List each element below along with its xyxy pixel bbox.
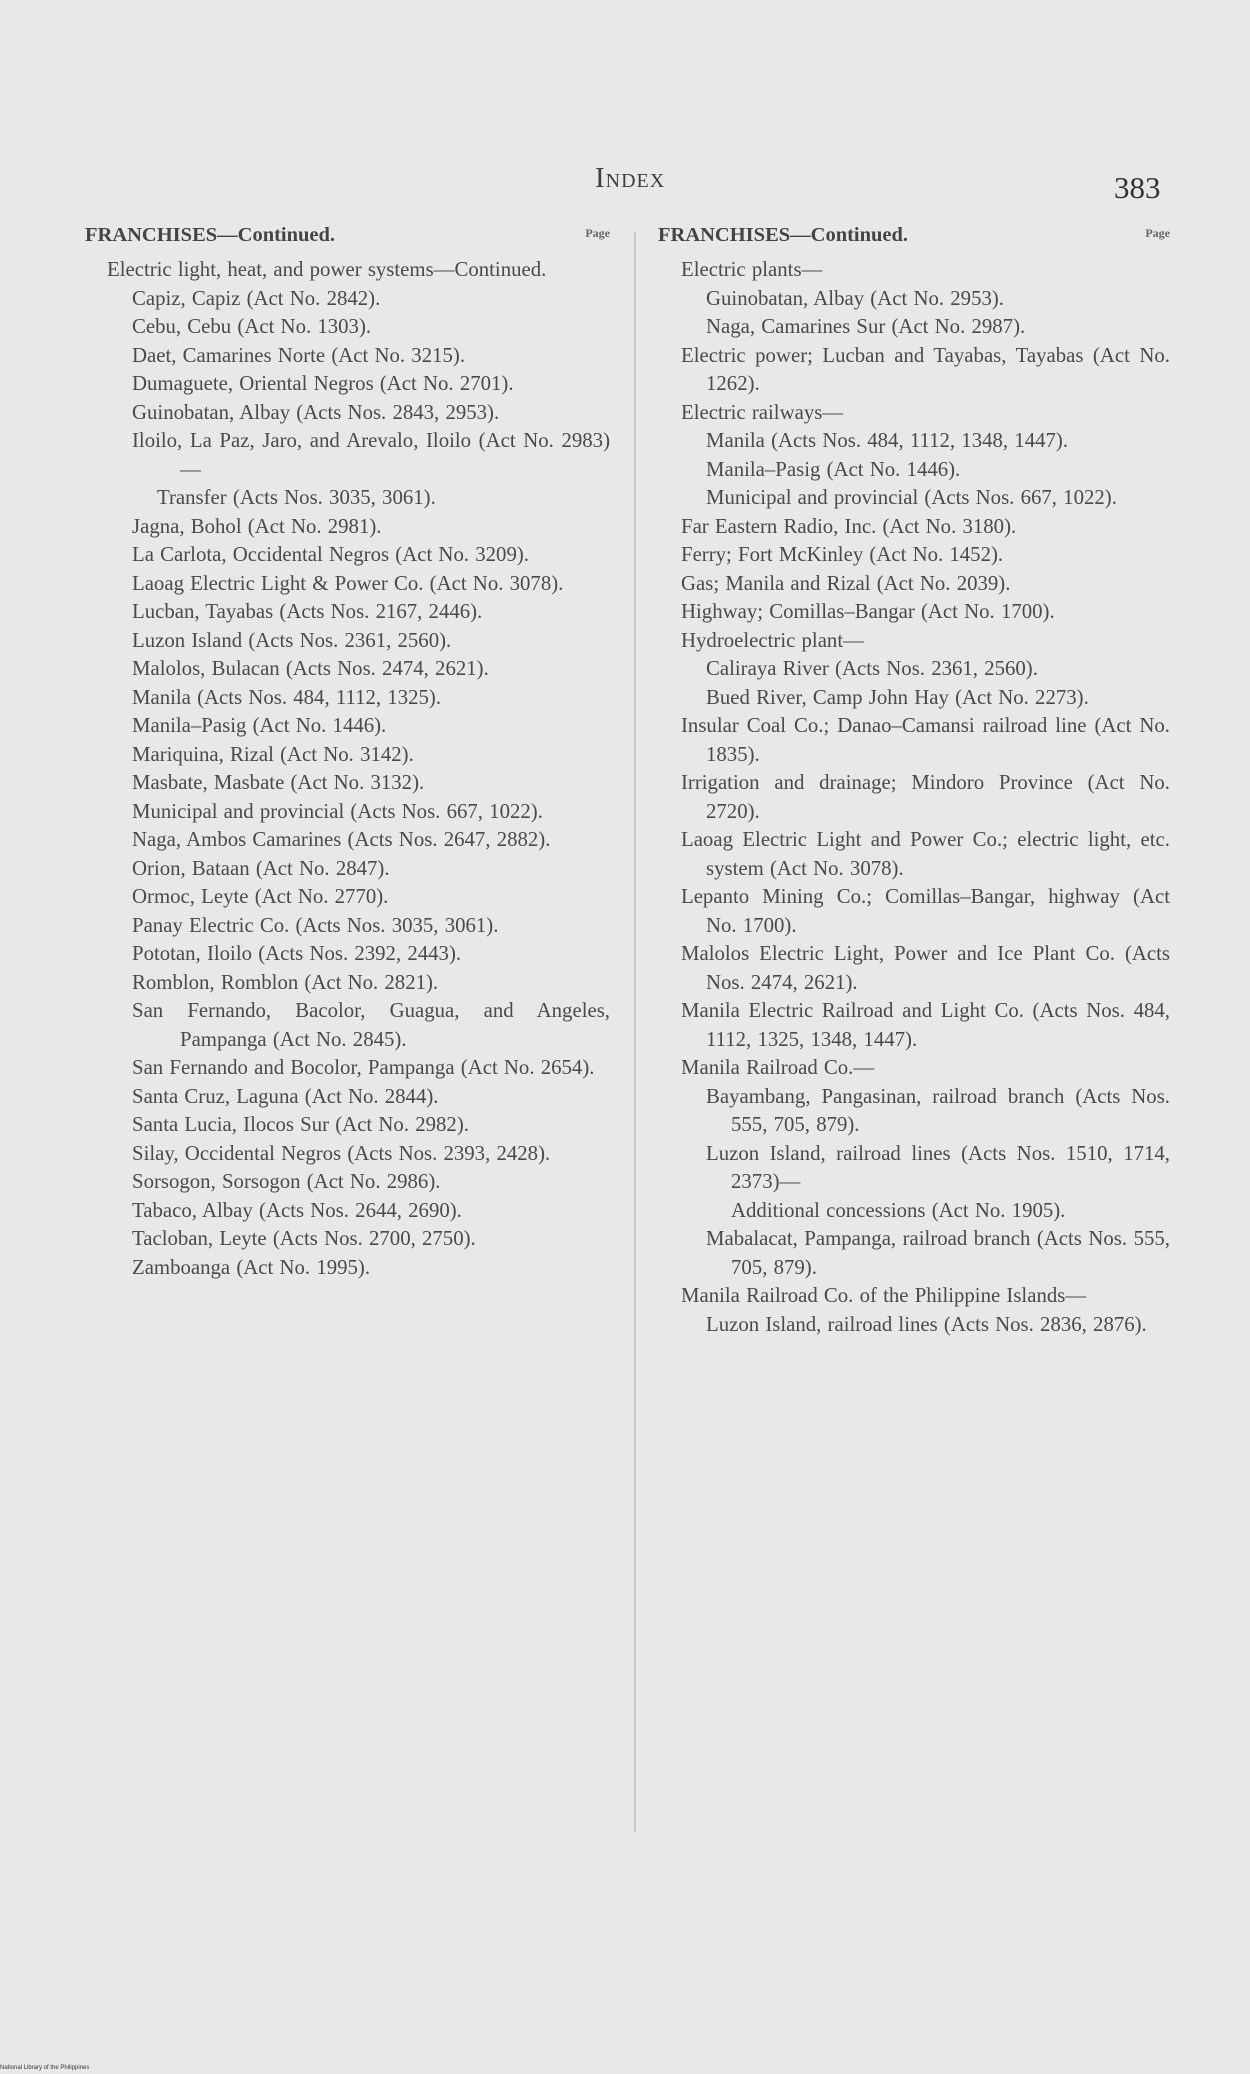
index-entry: Daet, Camarines Norte (Act No. 3215). (132, 343, 466, 367)
index-entry: Highway; Comillas–Bangar (Act No. 1700). (681, 600, 1055, 623)
index-entry: Luzon Island, railroad lines (Acts Nos. 2836, 2876). (706, 1312, 1147, 1336)
index-entry: Manila–Pasig (Act No. 1446). (132, 714, 387, 737)
index-entry: Luzon Island, railroad lines (Acts Nos. 1510, 1714, 2373)— (706, 1141, 1170, 1193)
index-entry: Guinobatan, Albay (Act No. 2953). (706, 286, 1004, 310)
index-entry: Bued River, Camp John Hay (Act No. 2273). (706, 685, 1089, 709)
index-entry: Santa Cruz, Laguna (Act No. 2844). (132, 1084, 439, 1108)
index-entry: La Carlota, Occidental Negros (Act No. 3209). (132, 543, 529, 566)
index-entry: Iloilo, La Paz, Jaro, and Arevalo, Iloilo (Act No. 2983)— (132, 429, 610, 481)
index-entry: Manila (Acts Nos. 484, 1112, 1325). (132, 685, 442, 709)
left-column (85, 222, 610, 1282)
index-entry: San Fernando and Bocolor, Pampanga (Act No. 2654). (132, 1056, 595, 1079)
index-entry: Electric railways— (681, 400, 844, 424)
index-entry: San Fernando, Bacolor, Guagua, and Angeles, Pampanga (Act No. 2845). (132, 999, 610, 1051)
index-entry: Santa Lucia, Ilocos Sur (Act No. 2982). (132, 1113, 469, 1136)
index-entry: Electric plants— (681, 258, 823, 281)
index-entry: Caliraya River (Acts Nos. 2361, 2560). (706, 657, 1038, 680)
index-entry: Manila (Acts Nos. 484, 1112, 1348, 1447). (706, 429, 1069, 452)
index-entry: Silay, Occidental Negros (Acts Nos. 2393, 2428). (132, 1141, 551, 1165)
index-entry: Mariquina, Rizal (Act No. 3142). (132, 742, 414, 766)
index-entry: Manila Railroad Co. of the Philippine Islands— (681, 1284, 1087, 1307)
index-entry: Orion, Bataan (Act No. 2847). (132, 856, 390, 880)
index-entry: Naga, Ambos Camarines (Acts Nos. 2647, 2882). (132, 828, 551, 851)
right-column (658, 222, 1170, 1339)
page-number: 383 (1114, 170, 1161, 205)
page-header (0, 158, 1250, 208)
index-entry: Tabaco, Albay (Acts Nos. 2644, 2690). (132, 1198, 462, 1222)
footer-credit: National Library of the Philippines (0, 2065, 90, 2071)
index-entry: Lepanto Mining Co.; Comillas–Bangar, highway (Act No. 1700). (681, 885, 1170, 937)
left-column-header (85, 222, 610, 256)
index-entry: Additional concessions (Act No. 1905). (731, 1198, 1066, 1222)
index-entry: Irrigation and drainage; Mindoro Province (Act No. 2720). (681, 771, 1170, 823)
left-page-label: Page (585, 226, 610, 240)
index-entry: Laoag Electric Light & Power Co. (Act No. 3078). (132, 571, 564, 595)
right-column-heading: FRANCHISES—Continued. (658, 224, 909, 246)
index-entry: Transfer (Acts Nos. 3035, 3061). (157, 486, 436, 509)
index-entry: Naga, Camarines Sur (Act No. 2987). (706, 315, 1026, 338)
index-entry: Jagna, Bohol (Act No. 2981). (132, 514, 382, 538)
index-entry: Municipal and provincial (Acts Nos. 667, 1022). (132, 799, 543, 823)
index-entry: Gas; Manila and Rizal (Act No. 2039). (681, 571, 1011, 595)
index-entry: Panay Electric Co. (Acts Nos. 3035, 3061). (132, 913, 499, 937)
index-entry: Pototan, Iloilo (Acts Nos. 2392, 2443). (132, 942, 462, 965)
index-entry: Insular Coal Co.; Danao–Camansi railroad line (Act No. 1835). (681, 714, 1170, 766)
index-entry: Far Eastern Radio, Inc. (Act No. 3180). (681, 514, 1017, 538)
index-entry: Tacloban, Leyte (Acts Nos. 2700, 2750). (132, 1227, 476, 1250)
index-entry: Manila Electric Railroad and Light Co. (Acts Nos. 484, 1112, 1325, 1348, 1447). (681, 999, 1170, 1051)
column-divider (634, 232, 636, 1832)
index-entry: Manila–Pasig (Act No. 1446). (706, 457, 961, 481)
index-entry: Hydroelectric plant— (681, 628, 864, 652)
index-entry: Municipal and provincial (Acts Nos. 667, 1022). (706, 486, 1117, 509)
index-entry: Bayambang, Pangasinan, railroad branch (Acts Nos. 555, 705, 879). (706, 1084, 1170, 1136)
index-entry: Luzon Island (Acts Nos. 2361, 2560). (132, 628, 452, 652)
left-column-heading: FRANCHISES—Continued. (85, 224, 336, 246)
right-entry-list (658, 256, 1170, 1339)
index-entry: Guinobatan, Albay (Acts Nos. 2843, 2953). (132, 400, 500, 424)
running-title: Index (595, 162, 666, 194)
left-entry-list (85, 256, 610, 1282)
index-entry: Manila Railroad Co.— (681, 1056, 875, 1079)
index-entry: Lucban, Tayabas (Acts Nos. 2167, 2446). (132, 600, 483, 623)
index-entry: Cebu, Cebu (Act No. 1303). (132, 315, 372, 338)
index-entry: Malolos, Bulacan (Acts Nos. 2474, 2621). (132, 657, 489, 680)
index-entry: Electric light, heat, and power systems—Continued. (107, 258, 547, 281)
index-entry: Capiz, Capiz (Act No. 2842). (132, 286, 381, 310)
index-entry: Laoag Electric Light and Power Co.; electric light, etc. system (Act No. 3078). (681, 828, 1170, 880)
right-page-label: Page (1145, 226, 1170, 240)
index-entry: Dumaguete, Oriental Negros (Act No. 2701). (132, 372, 514, 395)
right-column-header (658, 222, 1170, 256)
index-entry: Malolos Electric Light, Power and Ice Plant Co. (Acts Nos. 2474, 2621). (681, 942, 1170, 994)
index-entry: Ormoc, Leyte (Act No. 2770). (132, 885, 389, 908)
index-entry: Zamboanga (Act No. 1995). (132, 1255, 371, 1279)
index-entry: Mabalacat, Pampanga, railroad branch (Acts Nos. 555, 705, 879). (706, 1227, 1170, 1279)
index-entry: Masbate, Masbate (Act No. 3132). (132, 771, 425, 794)
index-entry: Electric power; Lucban and Tayabas, Tayabas (Act No. 1262). (681, 343, 1170, 395)
index-entry: Ferry; Fort McKinley (Act No. 1452). (681, 543, 1004, 566)
index-entry: Romblon, Romblon (Act No. 2821). (132, 970, 439, 994)
index-entry: Sorsogon, Sorsogon (Act No. 2986). (132, 1170, 441, 1193)
